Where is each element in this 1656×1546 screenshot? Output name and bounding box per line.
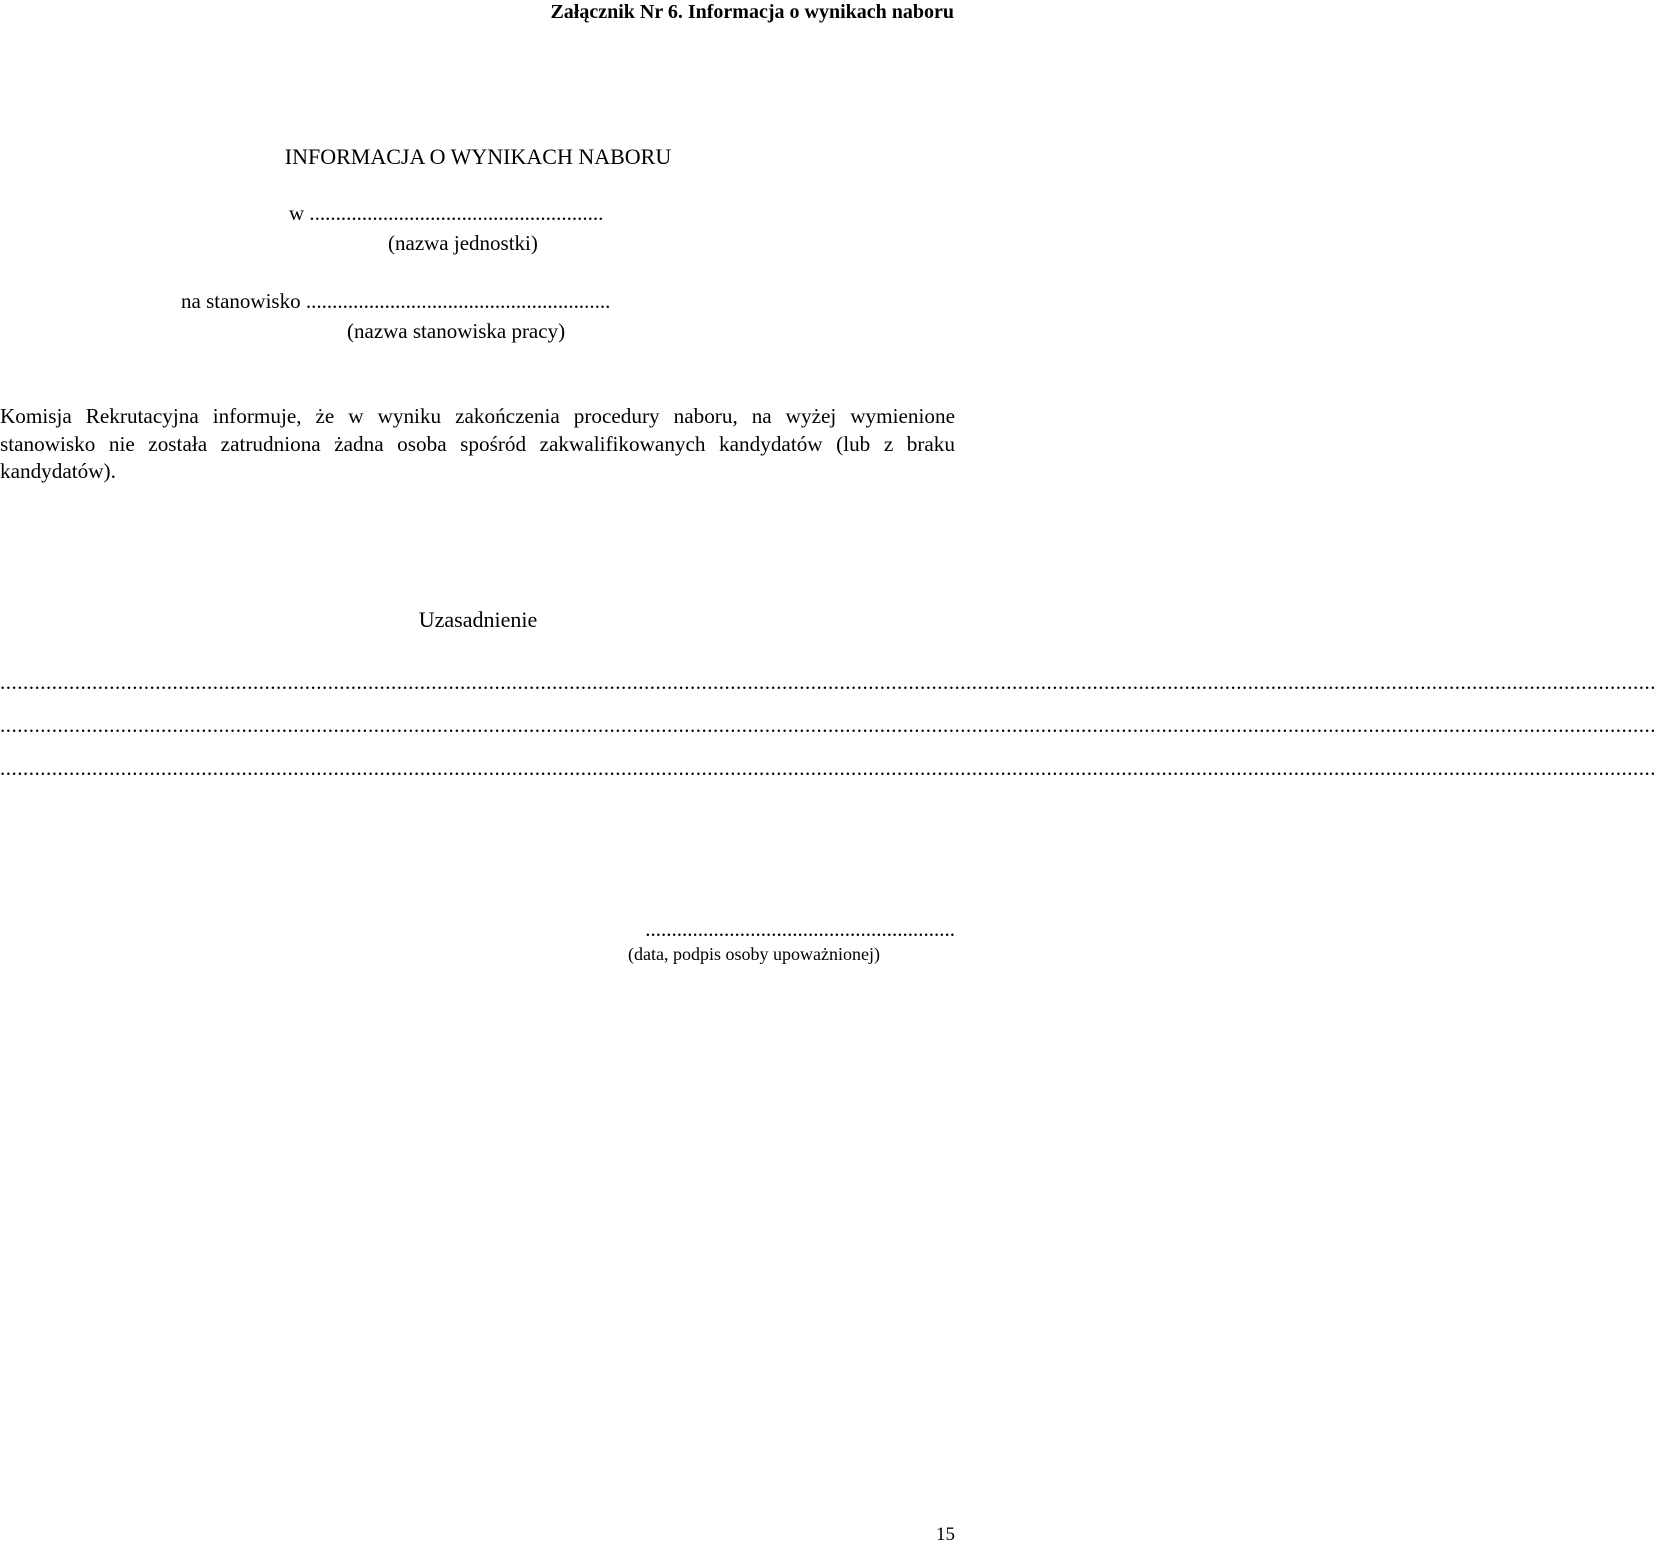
page-number: 15 <box>936 1524 955 1545</box>
document-heading-text: INFORMACJA O WYNIKACH NABORU <box>284 144 672 169</box>
justification-dotted-line: ................................................................................................................................................................................................................................................................................................ <box>0 756 1656 780</box>
signature-line: ........................................................... <box>645 917 955 941</box>
signature-caption: (data, podpis osoby upoważnionej) <box>628 944 880 964</box>
position-name-caption: (nazwa stanowiska pracy) <box>347 319 566 343</box>
justification-dotted-line: ................................................................................................................................................................................................................................................................................................ <box>0 713 1656 737</box>
justification-title <box>0 606 960 634</box>
document-heading <box>0 143 960 171</box>
annex-title: Załącznik Nr 6. Informacja o wynikach naboru <box>550 1 954 23</box>
unit-name-line: w ........................................................ <box>289 201 604 225</box>
position-name-line: na stanowisko .......................................................... <box>181 289 611 313</box>
justification-dotted-line: ................................................................................................................................................................................................................................................................................................ <box>0 670 1656 694</box>
result-statement-paragraph: Komisja Rekrutacyjna informuje, że w wyniku zakończenia procedury naboru, na wyżej wymienione stanowisko nie została zatrudniona żadna osoba spośród zakwalifikowanych kandydatów (lub z braku kandydatów). <box>0 404 955 483</box>
justification-title-text: Uzasadnienie <box>418 607 538 632</box>
unit-name-caption: (nazwa jednostki) <box>388 231 538 255</box>
